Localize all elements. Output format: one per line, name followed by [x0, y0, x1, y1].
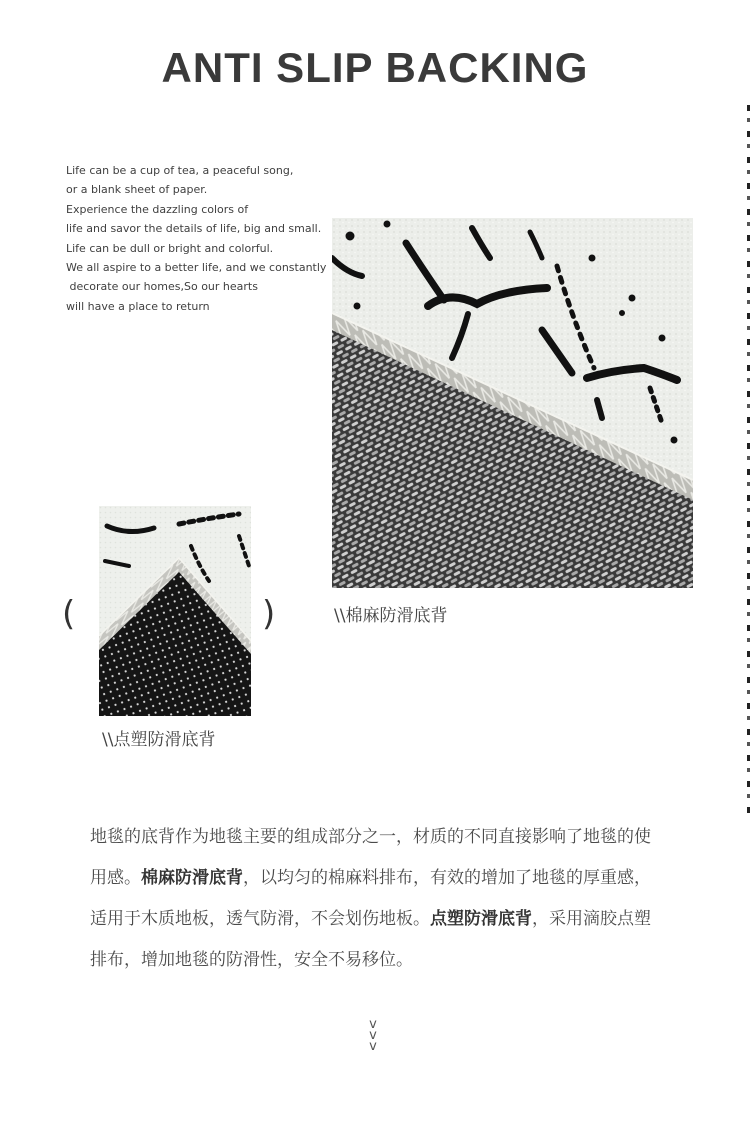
poem-text: [66, 161, 336, 316]
dot-plastic-highlight: 点塑防滑底背: [430, 909, 532, 929]
dot-plastic-caption: \\点塑防滑底背: [102, 730, 216, 750]
dot-plastic-backing-photo: [99, 506, 251, 716]
poem-line: Life can be dull or bright and colorful.: [66, 241, 274, 255]
poem-line: Life can be a cup of tea, a peaceful song,: [66, 164, 294, 177]
left-parenthesis: (: [62, 594, 76, 634]
poem-line: Experience the dazzling colors of: [66, 202, 249, 216]
poem-line: decorate our homes,So our hearts: [66, 280, 258, 294]
chevron-down-icon: v: [369, 1039, 377, 1054]
right-parenthesis: ): [262, 594, 276, 634]
description-paragraph: [90, 817, 660, 981]
description-text: ，以均匀的棉麻料排布，有效的增加了地毯的厚重感，适用于木质地板，透气防滑，不会划伤地板。: [90, 868, 651, 929]
chevron-down-icon: v: [369, 1017, 377, 1032]
poem-line: We all aspire to a better life, and we constantly: [66, 261, 327, 275]
description-text: 地毯的底背作为地毯主要的组成部分之一，材质的不同直接影响了地毯的使用感。: [90, 827, 651, 888]
page-title: ANTI SLIP BACKING: [161, 44, 589, 91]
cotton-linen-caption: \\棉麻防滑底背: [334, 606, 448, 626]
scroll-down-arrows: [364, 1019, 382, 1052]
poem-line: or a blank sheet of paper.: [66, 183, 208, 197]
chevron-down-icon: v: [369, 1028, 377, 1043]
cotton-linen-highlight: 棉麻防滑底背: [141, 868, 243, 888]
description-text: ，采用滴胶点塑排布，增加地毯的防滑性，安全不易移位。: [90, 909, 651, 970]
poem-line: life and savor the details of life, big and small.: [66, 222, 322, 236]
cotton-linen-backing-photo: [332, 218, 693, 588]
poem-line: will have a place to return: [66, 299, 210, 313]
